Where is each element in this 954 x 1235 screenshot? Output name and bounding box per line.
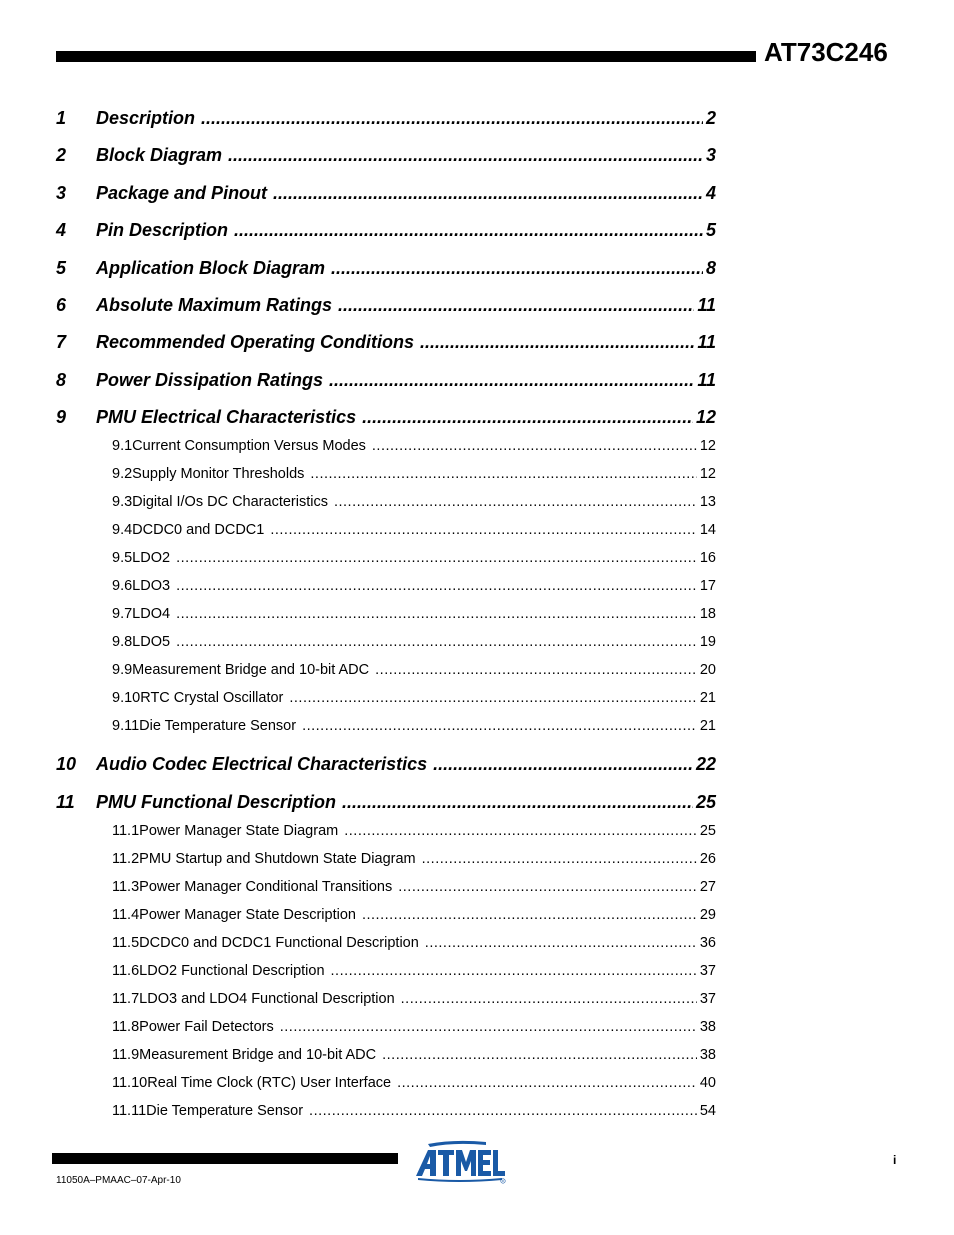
toc-subentry[interactable] [112,662,716,680]
toc-subentry[interactable] [112,963,716,981]
toc-entry-title: LDO5 [132,634,171,650]
toc-entry[interactable] [56,108,716,130]
toc-entry-title: RTC Crystal Oscillator [140,690,284,706]
toc-dot-leader [422,851,697,867]
toc-entry[interactable] [56,332,716,354]
toc-entry-page: 19 [699,634,716,650]
toc-entry-page: 27 [699,879,716,895]
toc-entry-title: Block Diagram [96,145,223,165]
toc-entry-page: 21 [699,690,716,706]
toc-entry-number: 3 [56,183,67,203]
toc-entry-title: Audio Codec Electrical Characteristics [96,754,428,774]
toc-dot-leader [309,1103,697,1119]
svg-text:R: R [501,1179,505,1184]
toc-entry-number: 6 [56,295,67,315]
toc-dot-leader [362,407,693,428]
toc-dot-leader [176,550,697,566]
toc-dot-leader [420,332,694,353]
toc-entry-number: 10 [56,754,77,774]
toc-entry-title: LDO3 [132,578,171,594]
toc-dot-leader [234,220,703,241]
toc-subentry[interactable] [112,578,716,596]
toc-entry[interactable] [56,145,716,167]
toc-entry-page: 54 [699,1103,716,1119]
toc-dot-leader [344,823,697,839]
toc-entry-title: Measurement Bridge and 10-bit ADC [139,1047,377,1063]
toc-entry-number: 11.6 [112,963,140,979]
toc-subentry[interactable] [112,879,716,897]
toc-entry-number: 11.2 [112,851,140,867]
toc-entry-title: Power Manager State Description [139,907,356,923]
toc-dot-leader [401,991,697,1007]
toc-entry-page: 36 [699,935,716,951]
toc-subentry[interactable] [112,438,716,456]
toc-entry-page: 37 [699,963,716,979]
toc-entry-page: 8 [705,258,716,278]
toc-entry-title: Power Fail Detectors [139,1019,274,1035]
toc-subentry[interactable] [112,851,716,869]
toc-subentry[interactable] [112,991,716,1009]
toc-entry-title: DCDC0 and DCDC1 [132,522,265,538]
toc-entry-number: 9.9 [112,662,133,678]
toc-entry-page: 29 [699,907,716,923]
toc-entry-page: 12 [699,466,716,482]
toc-entry-title: LDO4 [132,606,171,622]
toc-entry-number: 11 [56,792,75,812]
toc-entry-page: 40 [699,1075,716,1091]
toc-entry-page: 12 [695,407,716,427]
toc-dot-leader [270,522,697,538]
toc-entry-title: Current Consumption Versus Modes [132,438,366,454]
toc-entry-title: PMU Functional Description [96,792,337,812]
toc-entry-number: 9.8 [112,634,133,650]
toc-dot-leader [338,295,694,316]
toc-entry-title: Description [96,108,196,128]
toc-entry[interactable] [56,295,716,317]
toc-dot-leader [176,578,697,594]
toc-entry-page: 14 [699,522,716,538]
toc-entry-number: 5 [56,258,67,278]
toc-subentry[interactable] [112,606,716,624]
toc-entry-number: 9.5 [112,550,133,566]
page-number: i [893,1153,897,1167]
toc-entry-title: DCDC0 and DCDC1 Functional Description [139,935,419,951]
toc-entry-title: PMU Electrical Characteristics [96,407,357,427]
toc-entry-page: 11 [697,295,716,315]
toc-subentry[interactable] [112,634,716,652]
footer-rule [52,1153,398,1164]
toc-dot-leader [273,183,703,204]
document-title: AT73C246 [764,37,888,67]
toc-entry-title: Measurement Bridge and 10-bit ADC [132,662,370,678]
toc-subentry[interactable] [112,1103,716,1121]
toc-entry-title: Absolute Maximum Ratings [96,295,333,315]
toc-entry-number: 9.10 [112,690,141,706]
toc-entry-page: 25 [695,792,716,812]
toc-dot-leader [280,1019,697,1035]
toc-entry-title: Digital I/Os DC Characteristics [132,494,328,510]
toc-entry-number: 11.7 [112,991,140,1007]
toc-subentry[interactable] [112,550,716,568]
toc-entry-page: 16 [699,550,716,566]
toc-entry-title: Power Manager Conditional Transitions [139,879,393,895]
toc-entry-title: PMU Startup and Shutdown State Diagram [139,851,416,867]
toc-entry[interactable] [56,754,716,776]
toc-subentry[interactable] [112,494,716,512]
toc-entry-page: 22 [695,754,716,774]
document-code: 11050A–PMAAC–07-Apr-10 [56,1175,181,1186]
header-rule [56,51,756,62]
toc-dot-leader [331,963,697,979]
toc-dot-leader [310,466,696,482]
toc-dot-leader [425,935,697,951]
toc-dot-leader [331,258,703,279]
toc-dot-leader [375,662,697,678]
toc-dot-leader [342,792,693,813]
toc-entry-page: 2 [705,108,716,128]
toc-entry-title: LDO3 and LDO4 Functional Description [139,991,395,1007]
toc-entry-title: Power Dissipation Ratings [96,370,324,390]
toc-entry-number: 9.11 [112,718,140,734]
toc-dot-leader [176,606,697,622]
toc-entry-page: 18 [699,606,716,622]
toc-dot-leader [372,438,697,454]
toc-subentry[interactable] [112,823,716,841]
toc-entry-number: 7 [56,332,67,352]
toc-subentry[interactable] [112,1019,716,1037]
toc-dot-leader [329,370,694,391]
toc-entry-page: 37 [699,991,716,1007]
toc-entry-page: 4 [705,183,716,203]
toc-entry-page: 26 [699,851,716,867]
toc-entry-page: 17 [699,578,716,594]
toc-entry-number: 4 [56,220,67,240]
toc-entry-number: 1 [56,108,67,128]
toc-dot-leader [397,1075,697,1091]
toc-entry[interactable] [56,220,716,242]
toc-entry-title: Supply Monitor Thresholds [132,466,305,482]
toc-entry-page: 11 [697,370,716,390]
toc-entry-number: 9.7 [112,606,133,622]
toc-entry-number: 9.6 [112,578,133,594]
toc-entry-page: 25 [699,823,716,839]
toc-dot-leader [289,690,696,706]
toc-entry-number: 11.3 [112,879,140,895]
toc-entry[interactable] [56,370,716,392]
toc-dot-leader [382,1047,697,1063]
toc-entry-number: 11.8 [112,1019,140,1035]
toc-entry-title: Power Manager State Diagram [139,823,339,839]
toc-subentry[interactable] [112,1047,716,1065]
toc-entry-page: 5 [705,220,716,240]
toc-entry[interactable] [56,183,716,205]
toc-entry-page: 3 [705,145,716,165]
toc-entry-page: 12 [699,438,716,454]
toc-subentry[interactable] [112,522,716,540]
toc-entry-number: 8 [56,370,67,390]
toc-dot-leader [302,718,697,734]
toc-entry-number: 11.4 [112,907,140,923]
toc-entry-title: Die Temperature Sensor [146,1103,304,1119]
toc-entry-number: 9.4 [112,522,133,538]
toc-dot-leader [362,907,697,923]
toc-entry-number: 11.10 [112,1075,148,1091]
toc-subentry[interactable] [112,718,716,736]
toc-dot-leader [228,145,703,166]
toc-entry-number: 11.5 [112,935,140,951]
toc-dot-leader [201,108,703,129]
toc-entry-number: 11.9 [112,1047,140,1063]
toc-entry-title: Application Block Diagram [96,258,326,278]
toc-dot-leader [176,634,697,650]
toc-entry-title: Package and Pinout [96,183,268,203]
toc-entry-number: 9.2 [112,466,133,482]
toc-entry-title: Recommended Operating Conditions [96,332,415,352]
toc-entry-title: LDO2 Functional Description [139,963,325,979]
toc-entry-number: 11.1 [112,823,140,839]
toc-entry-number: 2 [56,145,67,165]
toc-entry[interactable] [56,258,716,280]
toc-entry-page: 13 [699,494,716,510]
toc-entry-page: 11 [697,332,716,352]
toc-entry-page: 38 [699,1047,716,1063]
toc-entry-title: Die Temperature Sensor [139,718,297,734]
toc-entry-page: 21 [699,718,716,734]
toc-entry-title: Pin Description [96,220,229,240]
toc-subentry[interactable] [112,1075,716,1093]
toc-entry-number: 9.1 [112,438,133,454]
toc-subentry[interactable] [112,935,716,953]
atmel-logo [414,1138,508,1184]
toc-entry[interactable] [56,407,716,429]
toc-dot-leader [433,754,693,775]
toc-subentry[interactable] [112,907,716,925]
toc-dot-leader [334,494,697,510]
toc-entry-title: LDO2 [132,550,171,566]
toc-entry-page: 38 [699,1019,716,1035]
toc-entry-title: Real Time Clock (RTC) User Interface [147,1075,392,1091]
toc-entry[interactable] [56,792,716,814]
toc-subentry[interactable] [112,466,716,484]
toc-entry-number: 9 [56,407,67,427]
toc-entry-page: 20 [699,662,716,678]
toc-entry-number: 11.11 [112,1103,147,1119]
toc-subentry[interactable] [112,690,716,708]
toc-dot-leader [398,879,697,895]
toc-entry-number: 9.3 [112,494,133,510]
